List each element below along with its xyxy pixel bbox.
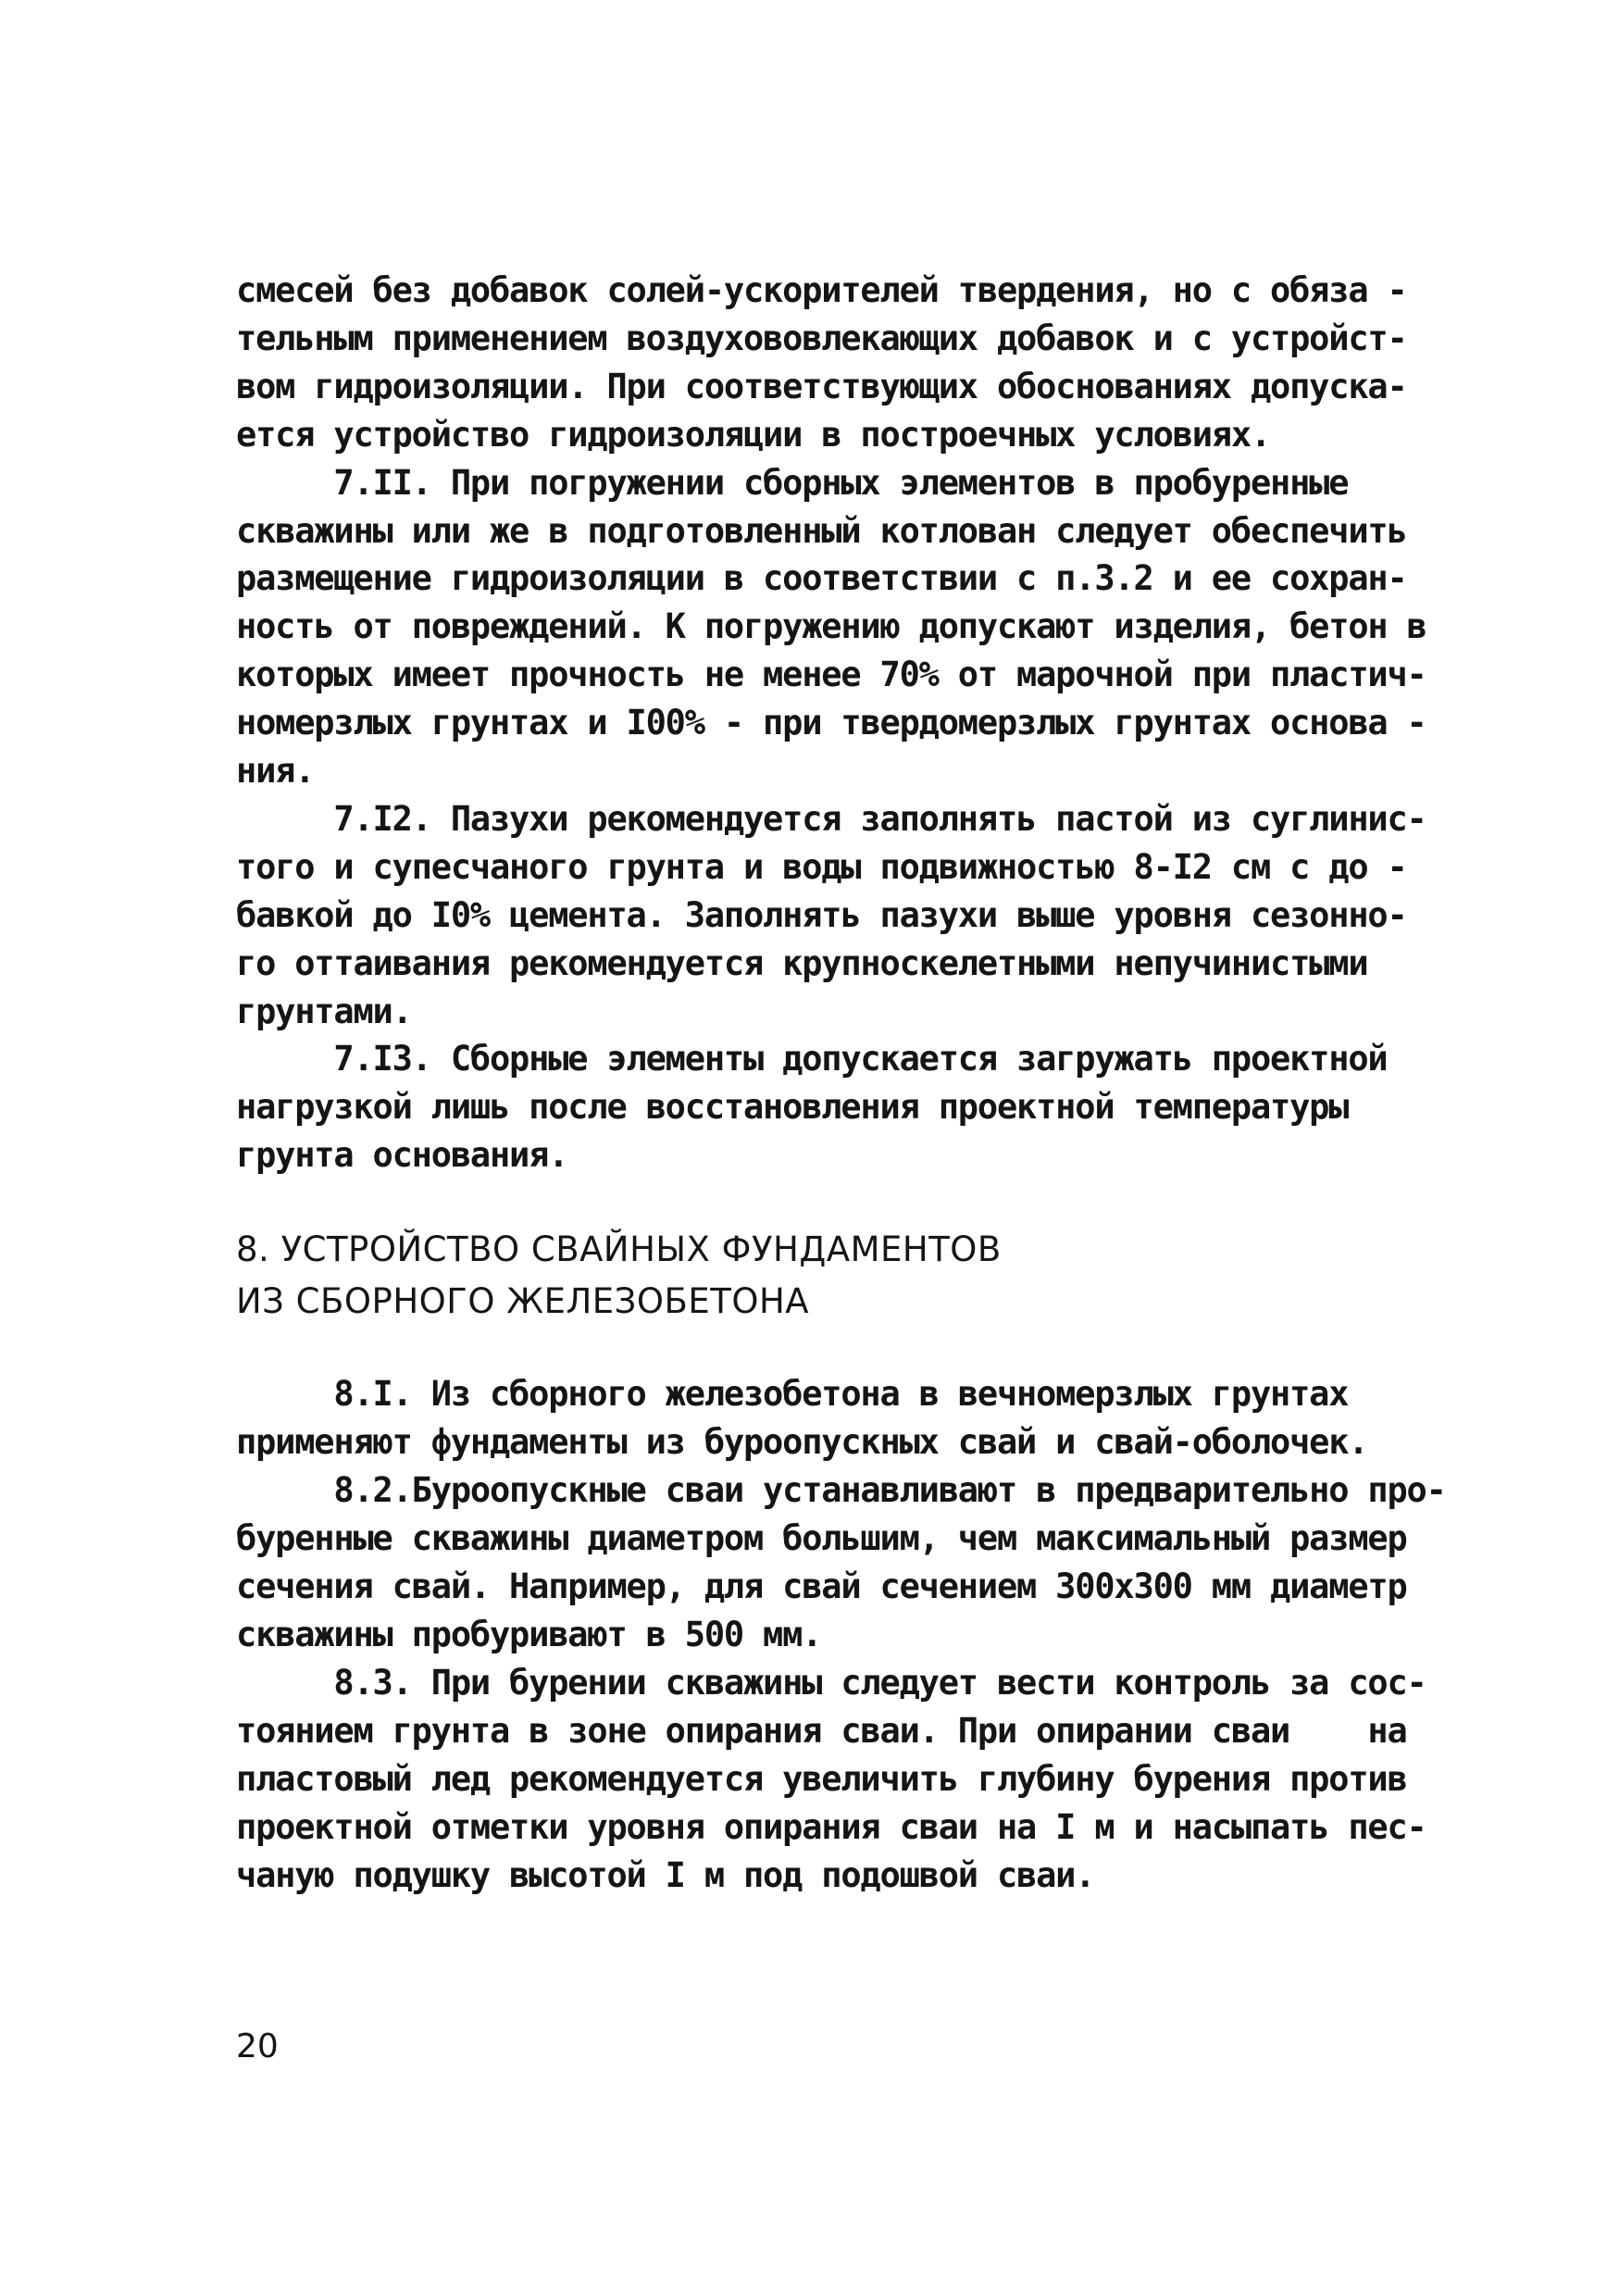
- text-line-s7-12: 7.I2. Пазухи рекомендуется заполнять пастой из суглинис-: [236, 798, 1426, 839]
- text-line-s7-2: тельным применением воздухововлекающих добавок и с устройст-: [236, 318, 1407, 358]
- text-line-s8-2: применяют фундаменты из буроопускных свай и свай-оболочек.: [236, 1422, 1368, 1462]
- text-line-s7-3: вом гидроизоляции. При соответствующих обоснованиях допуска-: [236, 366, 1407, 406]
- text-line-s7-10: номерзлых грунтах и I00% - при твердомерзлых грунтах основа -: [236, 703, 1426, 743]
- text-line-s8-10: проектной отметки уровня опирания сваи на I м и насыпать пес-: [236, 1807, 1426, 1847]
- text-line-s7-7: размещение гидроизоляции в соответствии с п.3.2 и ее сохран-: [236, 558, 1407, 599]
- text-line-s8-3: 8.2.Буроопускные сваи устанавливают в предварительно про-: [236, 1470, 1446, 1510]
- text-line-s7-9: которых имеет прочность не менее 70% от марочной при пластич-: [236, 655, 1426, 695]
- text-line-s7-15: го оттаивания рекомендуется крупноскелетными непучинистыми: [236, 942, 1368, 983]
- text-line-s8-7: 8.3. При бурении скважины следует вести контроль за сос-: [236, 1663, 1426, 1703]
- heading-line-2: ИЗ СБОРНОГО ЖЕЛЕЗОБЕТОНА: [236, 1281, 810, 1321]
- text-line-s7-4: ется устройство гидроизоляции в построечных условиях.: [236, 414, 1271, 455]
- text-line-s7-13: того и супесчаного грунта и воды подвижностью 8-I2 см с до -: [236, 846, 1407, 887]
- text-line-s7-6: скважины или же в подготовленный котлован следует обеспечить: [236, 510, 1407, 551]
- text-line-s8-6: скважины пробуривают в 500 мм.: [236, 1615, 822, 1654]
- text-line-s8-8: тоянием грунта в зоне опирания сваи. При опирании сваи на: [236, 1711, 1407, 1751]
- text-line-s8-1: 8.I. Из сборного железобетона в вечномерзлых грунтах: [236, 1374, 1349, 1414]
- text-line-s7-1: смесей без добавок солей-ускорителей твердения, но с обяза -: [236, 270, 1407, 310]
- text-line-s7-17: 7.I3. Сборные элементы допускается загружать проектной: [236, 1039, 1388, 1079]
- text-line-s8-11: чаную подушку высотой I м под подошвой сваи.: [236, 1855, 1095, 1895]
- text-line-s7-5: 7.II. При погружении сборных элементов в пробуренные: [236, 462, 1349, 503]
- page-number: 20: [236, 2028, 279, 2065]
- text-line-s8-5: сечения свай. Например, для свай сечением 300х300 мм диаметр: [236, 1566, 1407, 1606]
- text-line-s7-8: ность от повреждений. К погружению допускают изделия, бетон в: [236, 606, 1426, 647]
- text-line-s7-16: грунтами.: [236, 991, 412, 1031]
- text-line-s7-19: грунта основания.: [236, 1135, 568, 1176]
- text-line-s8-4: буренные скважины диаметром большим, чем максимальный размер: [236, 1518, 1407, 1558]
- text-line-s8-9: пластовый лед рекомендуется увеличить глубину бурения против: [236, 1759, 1407, 1799]
- text-line-s7-14: бавкой до I0% цемента. Заполнять пазухи выше уровня сезонно-: [236, 894, 1407, 935]
- text-line-s7-11: ния.: [236, 751, 315, 791]
- heading-line-1: 8. УСТРОЙСТВО СВАЙНЫХ ФУНДАМЕНТОВ: [236, 1229, 1002, 1269]
- text-line-s7-18: нагрузкой лишь после восстановления проектной температуры: [236, 1087, 1349, 1128]
